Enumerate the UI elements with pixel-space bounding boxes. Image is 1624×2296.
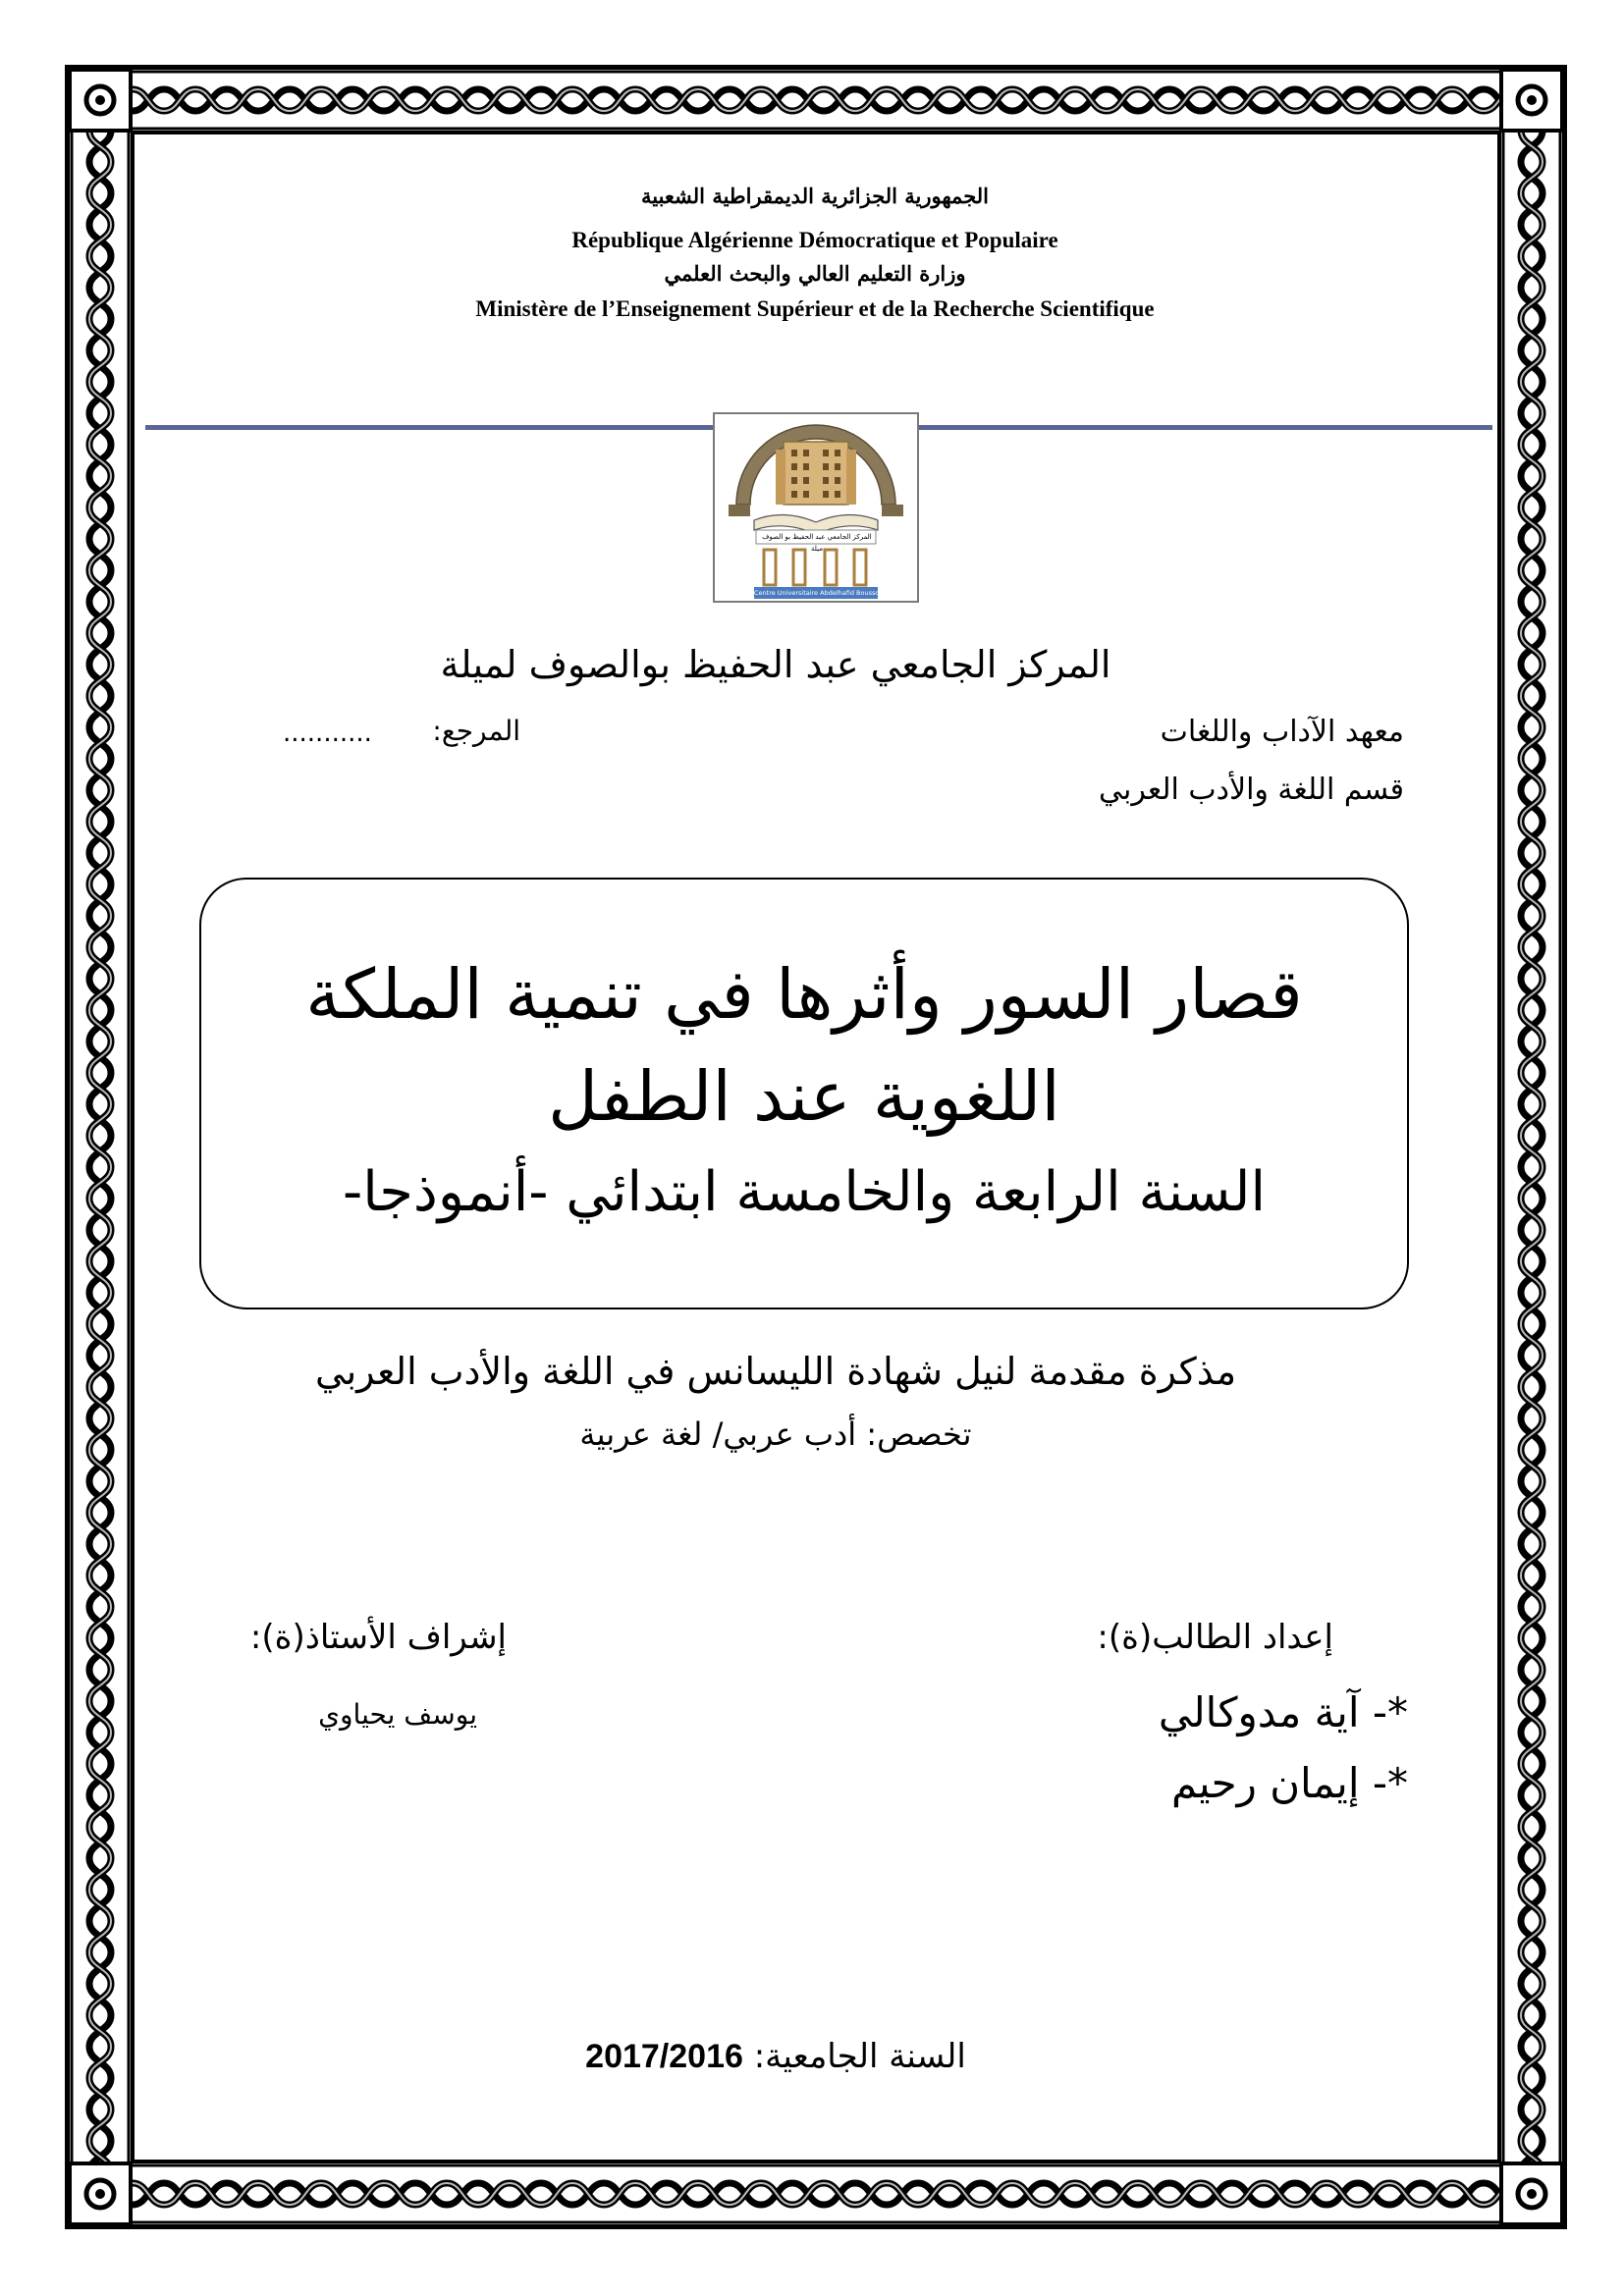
institute-name: معهد الآداب واللغات	[1160, 715, 1404, 749]
reference-value: ...........	[283, 719, 372, 748]
students-label: إعداد الطالب(ة):	[1097, 1618, 1333, 1657]
border-chain-right	[1501, 131, 1562, 2163]
thesis-title-box	[199, 878, 1409, 1309]
department-name: قسم اللغة والأدب العربي	[1098, 773, 1404, 807]
border-chain-left	[70, 131, 131, 2163]
academic-year-label: السنة الجامعية:	[753, 2037, 966, 2076]
thesis-subtitle: السنة الرابعة والخامسة ابتدائي -أنموذجا-	[343, 1160, 1266, 1224]
ministry-name-fr: Ministère de l’Enseignement Supérieur et de la Recherche Scientifique	[475, 296, 1155, 321]
academic-year	[560, 2037, 992, 2076]
corner-ornament-icon	[1501, 2163, 1562, 2224]
corner-ornament-icon	[70, 2163, 131, 2224]
reference-label: المرجع:	[432, 715, 520, 747]
university-center-name: المركز الجامعي عبد الحفيظ بوالصوف لميلة	[440, 643, 1111, 686]
thesis-specialty: تخصص: أدب عربي/ لغة عربية	[579, 1415, 972, 1453]
corner-ornament-icon	[70, 70, 131, 131]
border-chain-top	[70, 70, 1562, 131]
ministry-name-ar: وزارة التعليم العالي والبحث العلمي	[664, 261, 966, 286]
thesis-title-line2: اللغوية عند الطفل	[548, 1056, 1060, 1137]
student-name-2: *- إيمان رحيم	[1170, 1759, 1408, 1807]
corner-ornament-icon	[1501, 70, 1562, 131]
supervisor-name: يوسف يحياوي	[318, 1698, 477, 1731]
university-logo	[713, 412, 919, 603]
logo-name-ar: المركز الجامعي عبد الحفيظ بو الصوف ميلة	[762, 533, 872, 553]
academic-year-value: 2017/2016	[585, 2038, 743, 2075]
thesis-purpose: مذكرة مقدمة لنيل شهادة الليسانس في اللغة والأدب العربي	[314, 1350, 1237, 1393]
republic-name-ar: الجمهورية الجزائرية الديمقراطية الشعبية	[640, 184, 989, 208]
supervisor-label: إشراف الأستاذ(ة):	[249, 1618, 507, 1657]
logo-name-fr: Centre Universitaire Abdelhafid Boussouf Mila	[754, 589, 901, 597]
republic-name-fr: République Algérienne Démocratique et Populaire	[571, 228, 1058, 252]
border-chain-bottom	[70, 2163, 1562, 2224]
student-name-1: *- آية مدوكالي	[1158, 1688, 1408, 1736]
thesis-title-line1: قصار السور وأثرها في تنمية الملكة	[305, 954, 1303, 1035]
